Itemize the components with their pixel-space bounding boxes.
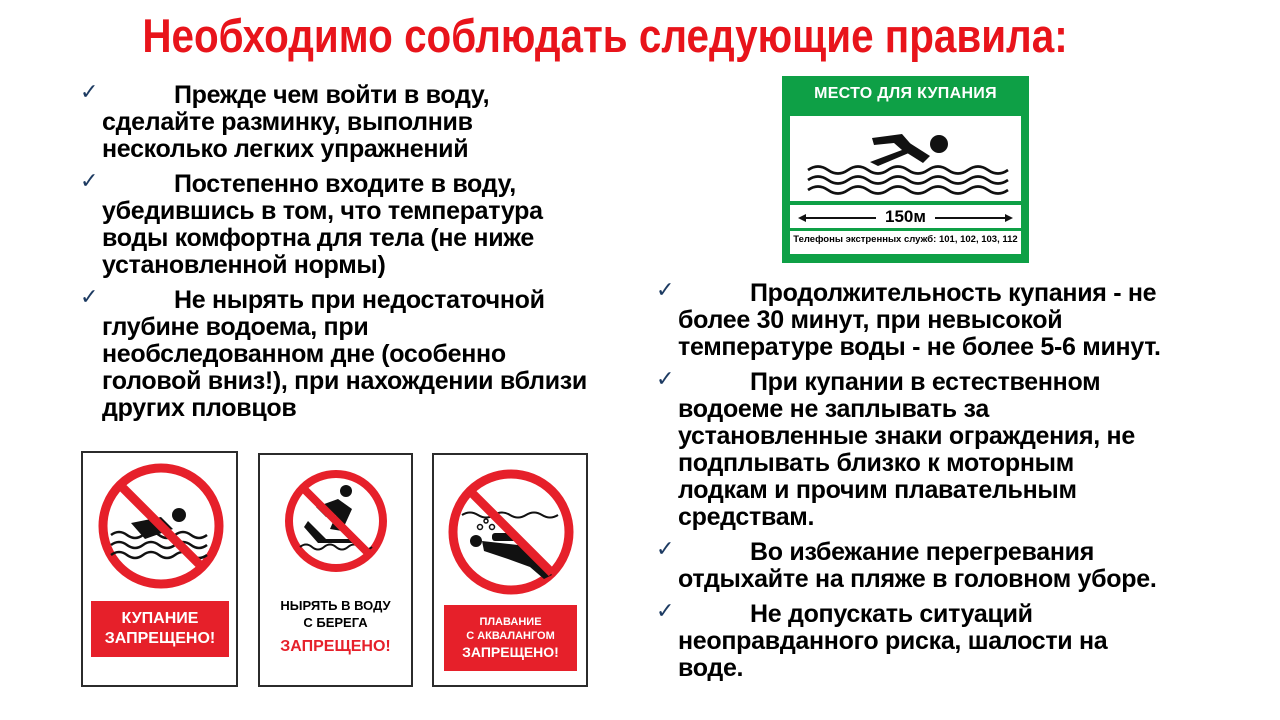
no-diving-caption bbox=[260, 597, 411, 631]
rules-right-list bbox=[656, 280, 1216, 690]
rules-left-list bbox=[80, 82, 640, 430]
rule-item bbox=[80, 287, 640, 422]
checkmark-icon: ✓ bbox=[80, 80, 99, 105]
sign-text-line: С АКВАЛАНГОМ bbox=[466, 630, 555, 642]
no-swimming-sign bbox=[81, 451, 238, 687]
rule-item bbox=[656, 539, 1216, 593]
rule-item bbox=[80, 82, 640, 163]
page-title: Необходимо соблюдать следующие правила: bbox=[142, 9, 1068, 62]
sign-text-line: КУПАНИЕ bbox=[121, 610, 199, 627]
rule-text: Продолжительность купания - не более 30 минут, при невысокой температуре воды - не более 5-6 минут. bbox=[678, 279, 1161, 361]
no-scuba-sign bbox=[432, 453, 588, 687]
bathing-sign-distance: 150м bbox=[885, 207, 926, 226]
checkmark-icon: ✓ bbox=[656, 599, 675, 624]
rule-text: Во избежание перегревания отдыхайте на пляже в головном уборе. bbox=[678, 538, 1157, 593]
no-scuba-icon bbox=[434, 455, 586, 599]
checkmark-icon: ✓ bbox=[80, 285, 99, 310]
checkmark-icon: ✓ bbox=[656, 537, 675, 562]
rule-text: Не допускать ситуаций неоправданного риска, шалости на воде. bbox=[678, 600, 1108, 682]
sign-text-line: ЗАПРЕЩЕНО! bbox=[104, 630, 216, 647]
no-diving-icon bbox=[260, 455, 411, 585]
rule-item bbox=[656, 369, 1216, 531]
bathing-sign-title: МЕСТО ДЛЯ КУПАНИЯ bbox=[814, 85, 997, 102]
no-swimming-icon bbox=[83, 453, 236, 603]
checkmark-icon: ✓ bbox=[656, 367, 675, 392]
sign-text-line: ЗАПРЕЩЕНО! bbox=[462, 644, 559, 660]
no-scuba-plate bbox=[444, 605, 577, 671]
no-diving-sign bbox=[258, 453, 413, 687]
sign-text-line: НЫРЯТЬ В ВОДУ bbox=[280, 598, 391, 613]
rule-text: Прежде чем войти в воду, сделайте разминку, выполнив несколько легких упражнений bbox=[102, 81, 490, 163]
rule-item bbox=[656, 280, 1216, 361]
rule-text: Не нырять при недостаточной глубине водоема, при необследованном дне (особенно головой вниз!), при нахождении вблизи других пловцов bbox=[102, 286, 587, 422]
rule-item bbox=[80, 171, 640, 279]
checkmark-icon: ✓ bbox=[80, 169, 99, 194]
bathing-sign-phones: Телефоны экстренных служб: 101, 102, 103, 112 bbox=[793, 234, 1018, 245]
rule-text: При купании в естественном водоеме не заплывать за установленные знаки ограждения, не подплывать близко к моторным лодкам и прочим плавательным средствам. bbox=[678, 368, 1135, 531]
no-swimming-plate bbox=[91, 601, 229, 657]
no-diving-warning: ЗАПРЕЩЕНО! bbox=[280, 638, 391, 655]
rule-text: Постепенно входите в воду, убедившись в том, что температура воды комфортна для тела (не ниже установленной нормы) bbox=[102, 170, 543, 279]
checkmark-icon: ✓ bbox=[656, 278, 675, 303]
sign-text-line: ПЛАВАНИЕ bbox=[479, 616, 542, 628]
bathing-place-sign bbox=[782, 76, 1029, 263]
sign-text-line: С БЕРЕГА bbox=[303, 615, 368, 630]
bathing-sign-panel bbox=[790, 116, 1021, 254]
rule-item bbox=[656, 601, 1216, 682]
